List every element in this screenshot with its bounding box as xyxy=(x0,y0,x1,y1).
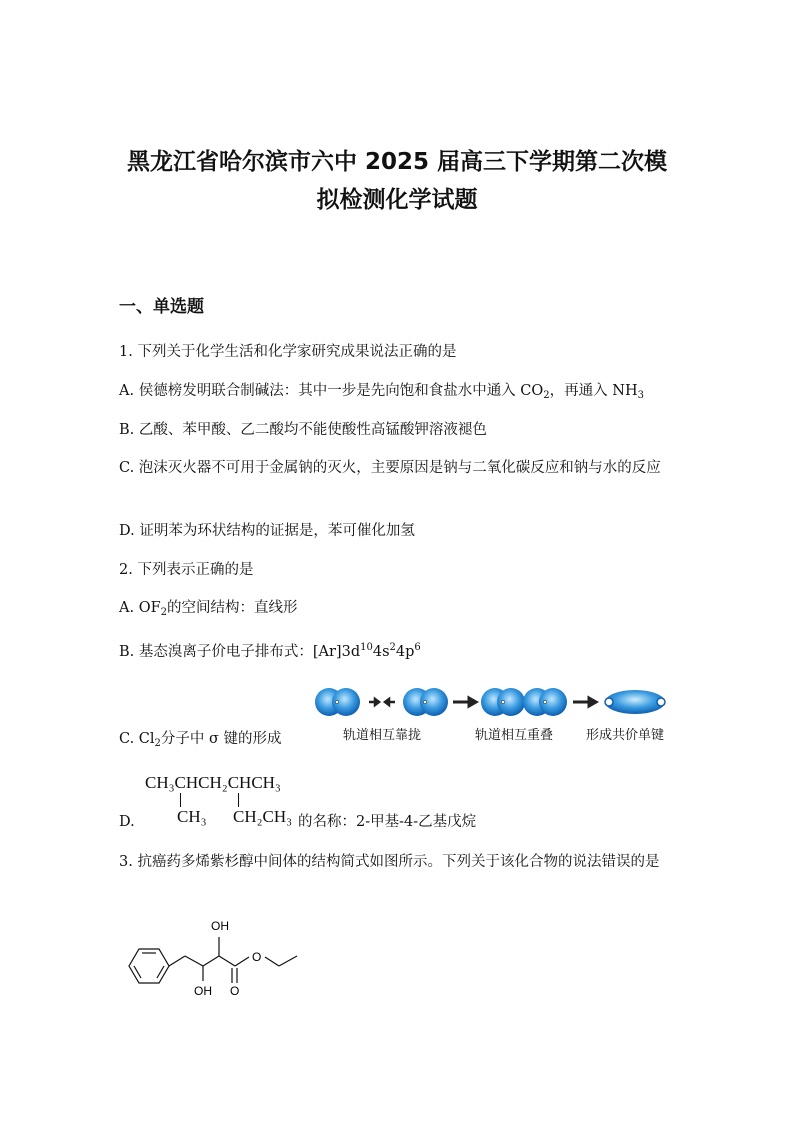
diagram-label-overlap: 轨道相互重叠 xyxy=(475,728,554,743)
sigma-bond-diagram xyxy=(315,684,680,744)
branch-bond xyxy=(238,793,239,807)
nucleus-dot xyxy=(335,700,338,703)
arrow-right-icon xyxy=(369,699,379,705)
oh-top-label: OH xyxy=(211,919,229,933)
doc-title-line2: 拟检测化学试题 xyxy=(316,187,478,213)
benzene-ring xyxy=(129,949,169,983)
q2-option-d-label: D. xyxy=(119,814,135,830)
branch-bond xyxy=(180,793,181,807)
nucleus-dot xyxy=(423,700,426,703)
sigma-bond-svg xyxy=(315,684,680,720)
q2-option-b: B. 基态溴离子价电子排布式：$[Ar]3d^{10}4s^24p^6$ xyxy=(119,642,421,660)
formula-branch-methyl: CH₃ xyxy=(177,807,207,826)
oh-bottom-label: OH xyxy=(194,984,212,998)
diagram-label-bond: 形成共价单键 xyxy=(586,728,665,743)
q2-stem: 2. 下列表示正确的是 xyxy=(119,562,254,578)
carbonyl-oxygen-label: O xyxy=(230,984,240,998)
q3-stem: 3. 抗癌药多烯紫杉醇中间体的结构简式如图所示。下列关于该化合物的说法错误的是 xyxy=(119,854,660,870)
formula-branch-ethyl: CH₂CH₃ xyxy=(233,807,293,826)
section-heading: 一、单选题 xyxy=(119,297,204,317)
formula-main-chain: CH₃CHCH₂CHCH₃ xyxy=(145,773,281,792)
q2-option-c: C. $Cl_2$分子中 σ 键的形成 xyxy=(119,731,282,749)
diagram-label-approach: 轨道相互靠拢 xyxy=(343,728,422,743)
q1-option-a: A. 侯德榜发明联合制碱法：其中一步是先向饱和食盐水中通入 $CO_2$，再通入 $NH_3$ xyxy=(119,383,644,401)
doc-title-line1: 黑龙江省哈尔滨市六中 2025 届高三下学期第二次模 xyxy=(126,149,668,175)
q1-option-d: D. 证明苯为环状结构的证据是，苯可催化加氢 xyxy=(119,523,415,539)
nucleus-dot xyxy=(657,698,665,706)
bond-ellipse xyxy=(605,690,665,714)
q2-option-a: A. $OF_2$的空间结构：直线形 xyxy=(119,600,298,618)
q1-option-c: C. 泡沫灭火器不可用于金属钠的灭火，主要原因是钠与二氧化碳反应和钠与水的反应 xyxy=(119,460,661,476)
skeletal-structure-svg xyxy=(119,915,309,1005)
arrow-left-icon xyxy=(385,699,395,705)
ester-oxygen-label: O xyxy=(252,950,262,964)
nucleus-dot xyxy=(543,700,546,703)
nucleus-dot xyxy=(501,700,504,703)
structure-diagram xyxy=(119,915,309,1005)
arrow-right-icon xyxy=(453,698,476,706)
q1-stem: 1. 下列关于化学生活和化学家研究成果说法正确的是 xyxy=(119,344,457,360)
arrow-right-icon xyxy=(573,698,596,706)
q1-option-b: B. 乙酸、苯甲酸、乙二酸均不能使酸性高锰酸钾溶液褪色 xyxy=(119,422,487,438)
nucleus-dot xyxy=(605,698,613,706)
q2-option-d-name: 的名称：2-甲基-4-乙基戊烷 xyxy=(298,814,477,830)
